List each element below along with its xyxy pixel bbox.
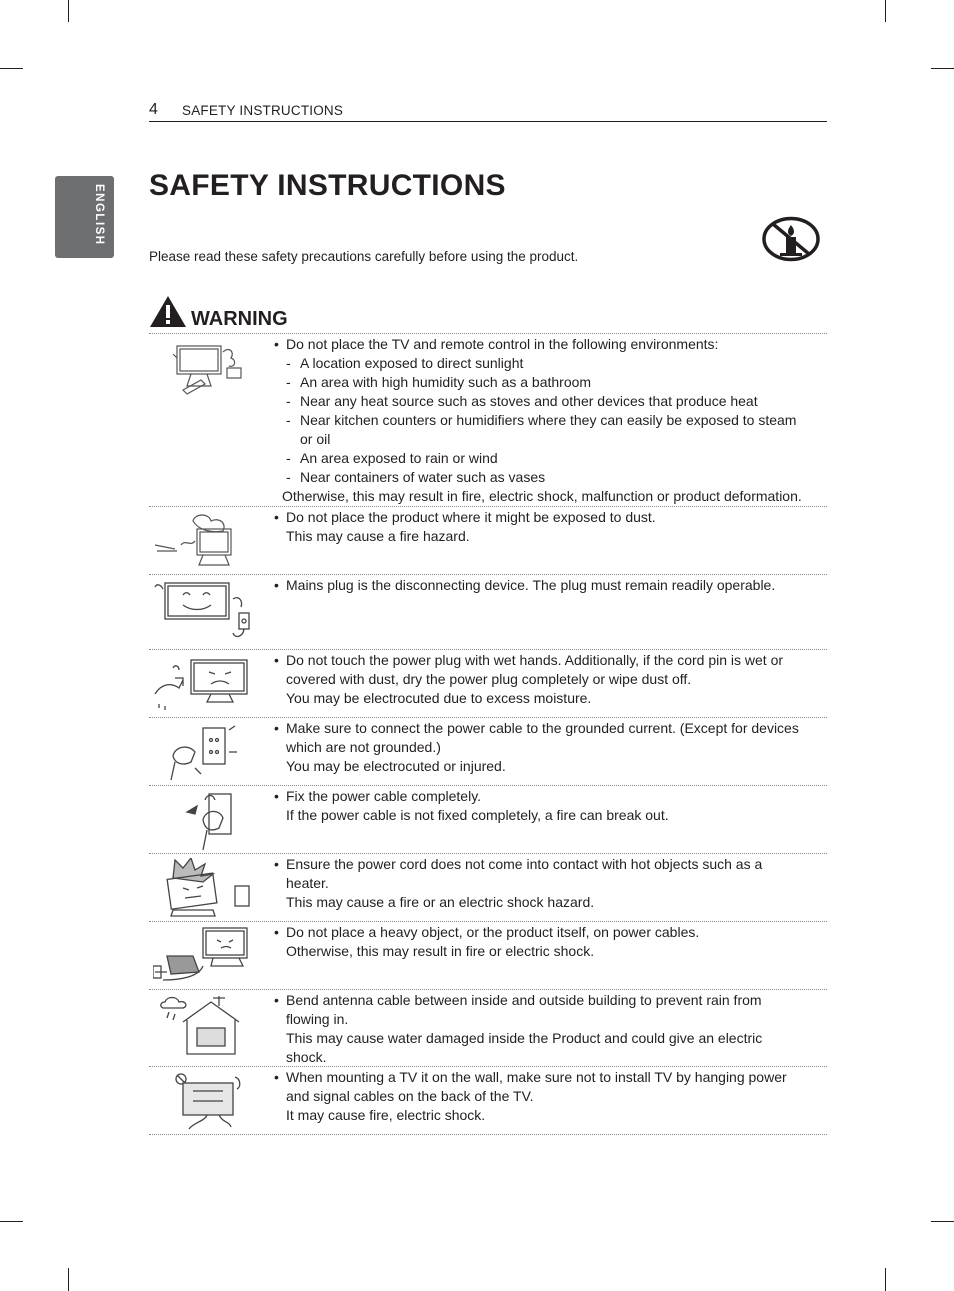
mains-plug-illustration-icon <box>153 579 257 643</box>
page-header <box>149 101 827 122</box>
crop-mark <box>68 0 69 22</box>
item-detail: You may be electrocuted or injured. <box>286 758 506 774</box>
item-note: Otherwise, this may result in fire, electric shock, malfunction or product deformation. <box>282 488 802 504</box>
running-head: SAFETY INSTRUCTIONS <box>182 103 344 118</box>
warning-triangle-icon <box>149 295 187 328</box>
bullet-text: • Do not place the product where it might be exposed to dust. <box>271 508 819 527</box>
dust-illustration-icon <box>153 511 257 569</box>
item-detail: and signal cables on the back of the TV. <box>286 1088 534 1104</box>
item-detail: This may cause a fire hazard. <box>286 528 470 544</box>
wet-hands-plug-illustration-icon <box>153 654 257 714</box>
crop-mark <box>0 1221 23 1222</box>
item-detail: flowing in. <box>286 1011 349 1027</box>
sub-item: - Near any heat source such as stoves and other devices that produce heat <box>271 392 819 411</box>
warning-item <box>149 1067 827 1135</box>
item-detail: covered with dust, dry the power plug completely or wipe dust off. <box>286 671 692 687</box>
crop-mark <box>931 68 954 69</box>
item-detail: You may be electrocuted due to excess moisture. <box>286 690 592 706</box>
item-detail: heater. <box>286 875 329 891</box>
language-tab <box>55 176 114 258</box>
heavy-object-cable-illustration-icon <box>153 926 257 988</box>
warning-label: WARNING <box>191 308 288 330</box>
sub-item: - Near containers of water such as vases <box>271 468 819 487</box>
warning-item <box>149 786 827 854</box>
bullet-text: • Do not place the TV and remote control in the following environments: <box>271 335 819 354</box>
sub-item: - An area with high humidity such as a bathroom <box>271 373 819 392</box>
bullet-text: • Do not touch the power plug with wet hands. Additionally, if the cord pin is wet or <box>271 651 819 670</box>
sub-item: - Near kitchen counters or humidifiers where they can easily be exposed to steam <box>271 411 819 430</box>
warning-item <box>149 854 827 922</box>
no-open-flame-icon <box>762 216 820 262</box>
bullet-text: • Make sure to connect the power cable to the grounded current. (Except for devices <box>271 719 819 738</box>
antenna-rain-illustration-icon <box>153 994 257 1058</box>
item-detail: Otherwise, this may result in fire or electric shock. <box>286 943 595 959</box>
item-detail: If the power cable is not fixed completely, a fire can break out. <box>286 807 669 823</box>
page-title: SAFETY INSTRUCTIONS <box>149 169 506 202</box>
sub-item-continuation: or oil <box>300 431 331 447</box>
intro-text: Please read these safety precautions carefully before using the product. <box>149 249 579 264</box>
bullet-text: • When mounting a TV it on the wall, make sure not to install TV by hanging power <box>271 1068 819 1087</box>
warning-item <box>149 922 827 990</box>
item-detail: which are not grounded.) <box>286 739 441 755</box>
crop-mark <box>0 68 23 69</box>
crop-mark <box>931 1221 954 1222</box>
crop-mark <box>885 0 886 22</box>
page-number: 4 <box>149 101 158 118</box>
language-tab-label: ENGLISH <box>93 184 105 246</box>
warning-item <box>149 650 827 718</box>
item-detail: This may cause a fire or an electric shock hazard. <box>286 894 595 910</box>
warning-item <box>149 718 827 786</box>
sub-item: - A location exposed to direct sunlight <box>271 354 819 373</box>
sub-item: - An area exposed to rain or wind <box>271 449 819 468</box>
tv-environment-illustration-icon <box>153 338 257 402</box>
item-detail: It may cause fire, electric shock. <box>286 1107 486 1123</box>
fix-power-cable-illustration-icon <box>153 790 257 852</box>
warning-heading <box>149 295 827 334</box>
item-detail: This may cause water damaged inside the Product and could give an electric <box>286 1030 763 1046</box>
crop-mark <box>885 1268 886 1291</box>
bullet-text: • Bend antenna cable between inside and outside building to prevent rain from <box>271 991 819 1010</box>
bullet-text: • Mains plug is the disconnecting device. The plug must remain readily operable. <box>271 576 819 595</box>
warning-item <box>149 575 827 650</box>
heater-hazard-illustration-icon <box>153 858 257 920</box>
bullet-text: • Do not place a heavy object, or the product itself, on power cables. <box>271 923 819 942</box>
bullet-text: • Fix the power cable completely. <box>271 787 819 806</box>
grounded-outlet-illustration-icon <box>153 722 257 784</box>
crop-mark <box>68 1268 69 1291</box>
wall-mount-cables-illustration-icon <box>153 1071 257 1133</box>
warning-item <box>149 334 827 507</box>
bullet-text: • Ensure the power cord does not come into contact with hot objects such as a <box>271 855 819 874</box>
warning-item <box>149 990 827 1067</box>
item-detail: shock. <box>286 1049 327 1065</box>
warning-item <box>149 507 827 575</box>
